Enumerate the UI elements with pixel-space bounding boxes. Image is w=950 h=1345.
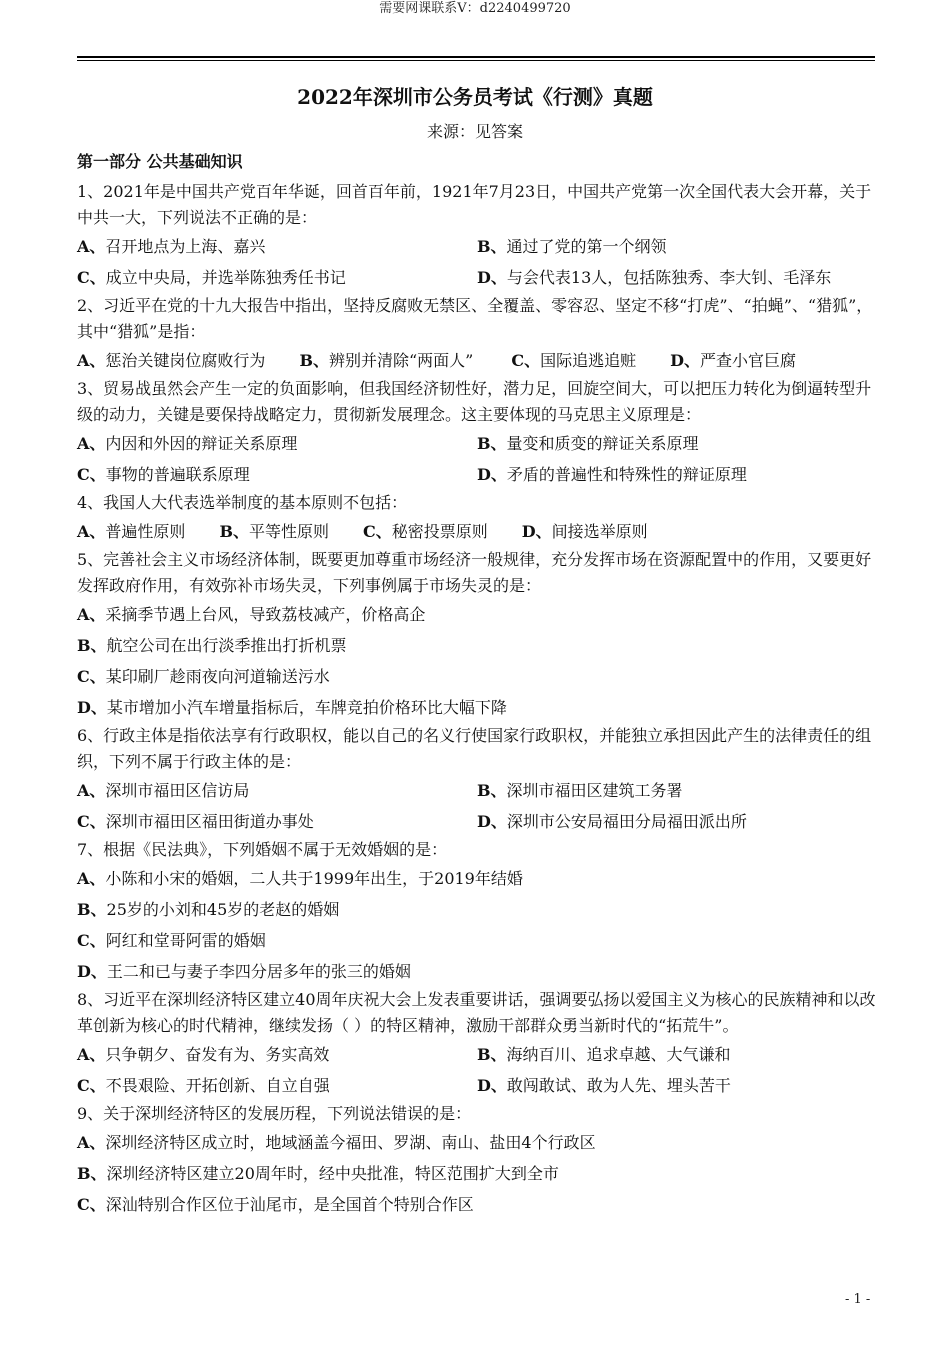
option-letter: D、: [521, 522, 552, 541]
option-row: [77, 599, 877, 630]
option-text: 成立中央局，并选举陈独秀任书记: [105, 268, 346, 287]
question-text: 5、完善社会主义市场经济体制，既要更加尊重市场经济一般规律，充分发挥市场在资源配置中的作用，又要更好发挥政府作用，有效弥补市场失灵，下列事例属于市场失灵的是：: [77, 550, 872, 595]
option-text: 阿红和堂哥阿雷的婚姻: [105, 931, 266, 950]
option-text: 海纳百川、追求卓越、大气谦和: [506, 1045, 731, 1064]
option-letter: A、: [77, 351, 106, 370]
answer-option: [477, 1039, 877, 1070]
option-letter: C、: [77, 1076, 106, 1095]
answer-option: [77, 1039, 477, 1070]
document-source: 来源：见答案: [426, 122, 523, 141]
option-letter: A、: [77, 605, 106, 624]
answer-option: [77, 1070, 477, 1101]
option-row: [77, 894, 877, 925]
option-text: 与会代表13人，包括陈独秀、李大钊、毛泽东: [506, 268, 832, 287]
option-text: 量变和质变的辩证关系原理: [506, 434, 699, 453]
option-text: 内因和外因的辩证关系原理: [105, 434, 298, 453]
option-letter: B、: [477, 781, 507, 800]
answer-option: [477, 428, 877, 459]
document-title: 2022年深圳市公务员考试《行测》真题: [297, 85, 653, 109]
option-letter: A、: [77, 522, 106, 541]
answer-option: [219, 516, 329, 547]
option-text: 事物的普遍联系原理: [105, 465, 250, 484]
option-letter: C、: [77, 931, 106, 950]
option-letter: B、: [77, 1164, 107, 1183]
option-letter: C、: [511, 351, 541, 370]
option-row: [77, 459, 877, 490]
option-text: 深圳市福田区信访局: [105, 781, 250, 800]
option-text: 严查小官巨腐: [700, 351, 797, 370]
option-row: [77, 925, 877, 956]
option-text: 国际追逃追赃: [540, 351, 637, 370]
answer-option: [477, 231, 877, 262]
answer-option: [77, 516, 185, 547]
answer-option: [77, 962, 411, 981]
question-list: [77, 179, 877, 1220]
question-text: 9、关于深圳经济特区的发展历程，下列说法错误的是：: [77, 1104, 472, 1123]
answer-option: [77, 931, 266, 950]
option-text: 25岁的小刘和45岁的老赵的婚姻: [106, 900, 340, 919]
option-letter: C、: [77, 667, 106, 686]
option-text: 王二和已与妻子李四分居多年的张三的婚姻: [106, 962, 411, 981]
answer-option: [477, 1070, 877, 1101]
option-letter: A、: [77, 1045, 106, 1064]
answer-option: [522, 516, 648, 547]
option-row: [77, 806, 877, 837]
option-letter: A、: [77, 781, 106, 800]
option-row: [77, 231, 877, 262]
option-row: [77, 661, 877, 692]
option-letter: B、: [477, 434, 507, 453]
answer-option: [77, 869, 523, 888]
answer-option: [363, 516, 488, 547]
option-letter: D、: [477, 268, 507, 287]
header-rule-thick: [77, 56, 875, 58]
option-letter: B、: [219, 522, 249, 541]
option-text: 辨别并清除“两面人”: [328, 351, 474, 370]
section-heading: 第一部分 公共基础知识: [77, 152, 243, 171]
option-text: 通过了党的第一个纲领: [506, 237, 667, 256]
option-text: 采摘季节遇上台风，导致荔枝减产，价格高企: [105, 605, 426, 624]
option-row: [77, 262, 877, 293]
option-letter: C、: [362, 522, 392, 541]
option-letter: B、: [299, 351, 329, 370]
option-letter: D、: [670, 351, 700, 370]
option-row: [77, 1189, 877, 1220]
answer-option: [670, 345, 796, 376]
option-row: [77, 630, 877, 661]
answer-option: [77, 605, 425, 624]
option-row: [77, 863, 877, 894]
page-header-contact: 需要网课联系V：d2240499720: [379, 1, 571, 16]
option-letter: A、: [77, 1133, 106, 1152]
option-text: 深圳经济特区建立20周年时，经中央批准，特区范围扩大到全市: [106, 1164, 559, 1183]
option-row: [77, 1070, 877, 1101]
option-letter: C、: [77, 1195, 106, 1214]
option-text: 某市增加小汽车增量指标后，车牌竞拍价格环比大幅下降: [106, 698, 507, 717]
answer-option: [77, 1195, 474, 1214]
option-letter: B、: [477, 1045, 507, 1064]
answer-option: [477, 775, 877, 806]
option-letter: B、: [477, 237, 507, 256]
answer-option: [477, 806, 877, 837]
option-text: 惩治关键岗位腐败行为: [105, 351, 266, 370]
option-letter: D、: [477, 1076, 507, 1095]
option-letter: D、: [77, 962, 107, 981]
answer-option: [77, 345, 265, 376]
option-letter: B、: [77, 636, 107, 655]
option-text: 某印刷厂趁雨夜向河道输送污水: [105, 667, 330, 686]
option-text: 深圳市福田区建筑工务署: [506, 781, 683, 800]
option-text: 航空公司在出行淡季推出打折机票: [106, 636, 347, 655]
option-row: [77, 516, 877, 547]
answer-option: [77, 1133, 596, 1152]
option-row: [77, 428, 877, 459]
option-letter: A、: [77, 434, 106, 453]
option-row: [77, 345, 877, 376]
option-letter: D、: [77, 698, 107, 717]
header-rule-thin: [77, 60, 875, 61]
question-text: 1、2021年是中国共产党百年华诞，回首百年前，1921年7月23日，中国共产党第一次全国代表大会开幕，关于中共一大，下列说法不正确的是：: [77, 182, 872, 227]
question-text: 3、贸易战虽然会产生一定的负面影响，但我国经济韧性好，潜力足，回旋空间大，可以把压力转化为倒逼转型升级的动力，关键是要保持战略定力，贯彻新发展理念。这主要体现的马克思主义原理是：: [77, 379, 872, 424]
answer-option: [77, 459, 477, 490]
answer-option: [477, 459, 877, 490]
option-text: 矛盾的普遍性和特殊性的辩证原理: [506, 465, 747, 484]
answer-option: [77, 636, 347, 655]
option-letter: C、: [77, 465, 106, 484]
question-text: 8、习近平在深圳经济特区建立40周年庆祝大会上发表重要讲话，强调要弘扬以爱国主义为核心的民族精神和以改革创新为核心的时代精神，继续发扬（ ）的特区精神，激励干部群众勇当新时代的“拓荒牛”。: [77, 990, 876, 1035]
option-row: [77, 1039, 877, 1070]
option-row: [77, 775, 877, 806]
answer-option: [77, 428, 477, 459]
option-text: 小陈和小宋的婚姻，二人共于1999年出生，于2019年结婚: [105, 869, 523, 888]
answer-option: [77, 1164, 559, 1183]
option-letter: D、: [477, 812, 507, 831]
answer-option: [77, 262, 477, 293]
page-number: - 1 -: [845, 1292, 871, 1307]
answer-option: [299, 345, 473, 376]
option-text: 深汕特别合作区位于汕尾市，是全国首个特别合作区: [105, 1195, 474, 1214]
option-text: 敢闯敢试、敢为人先、埋头苦干: [506, 1076, 731, 1095]
answer-option: [77, 667, 330, 686]
answer-option: [77, 231, 477, 262]
question-text: 6、行政主体是指依法享有行政职权，能以自己的名义行使国家行政职权，并能独立承担因此产生的法律责任的组织，下列不属于行政主体的是：: [77, 726, 872, 771]
option-text: 只争朝夕、奋发有为、务实高效: [105, 1045, 330, 1064]
option-letter: B、: [77, 900, 107, 919]
answer-option: [77, 775, 477, 806]
option-text: 不畏艰险、开拓创新、自立自强: [105, 1076, 330, 1095]
option-text: 召开地点为上海、嘉兴: [105, 237, 266, 256]
option-row: [77, 1127, 877, 1158]
question-text: 2、习近平在党的十九大报告中指出，坚持反腐败无禁区、全覆盖、零容忍、坚定不移“打虎”、“拍蝇”、“猎狐”，其中“猎狐”是指：: [77, 296, 873, 341]
option-letter: D、: [477, 465, 507, 484]
option-row: [77, 692, 877, 723]
option-row: [77, 956, 877, 987]
option-text: 秘密投票原则: [391, 522, 488, 541]
option-text: 普遍性原则: [105, 522, 186, 541]
question-text: 4、我国人大代表选举制度的基本原则不包括：: [77, 493, 408, 512]
option-text: 深圳市公安局福田分局福田派出所: [506, 812, 747, 831]
option-text: 深圳经济特区成立时，地域涵盖今福田、罗湖、南山、盐田4个行政区: [105, 1133, 596, 1152]
answer-option: [511, 345, 636, 376]
answer-option: [77, 806, 477, 837]
answer-option: [77, 900, 339, 919]
answer-option: [77, 698, 507, 717]
answer-option: [477, 262, 877, 293]
question-text: 7、根据《民法典》，下列婚姻不属于无效婚姻的是：: [77, 840, 448, 859]
option-text: 间接选举原则: [551, 522, 648, 541]
option-text: 深圳市福田区福田街道办事处: [105, 812, 314, 831]
option-letter: A、: [77, 869, 106, 888]
option-row: [77, 1158, 877, 1189]
option-text: 平等性原则: [248, 522, 329, 541]
option-letter: A、: [77, 237, 106, 256]
option-letter: C、: [77, 268, 106, 287]
option-letter: C、: [77, 812, 106, 831]
